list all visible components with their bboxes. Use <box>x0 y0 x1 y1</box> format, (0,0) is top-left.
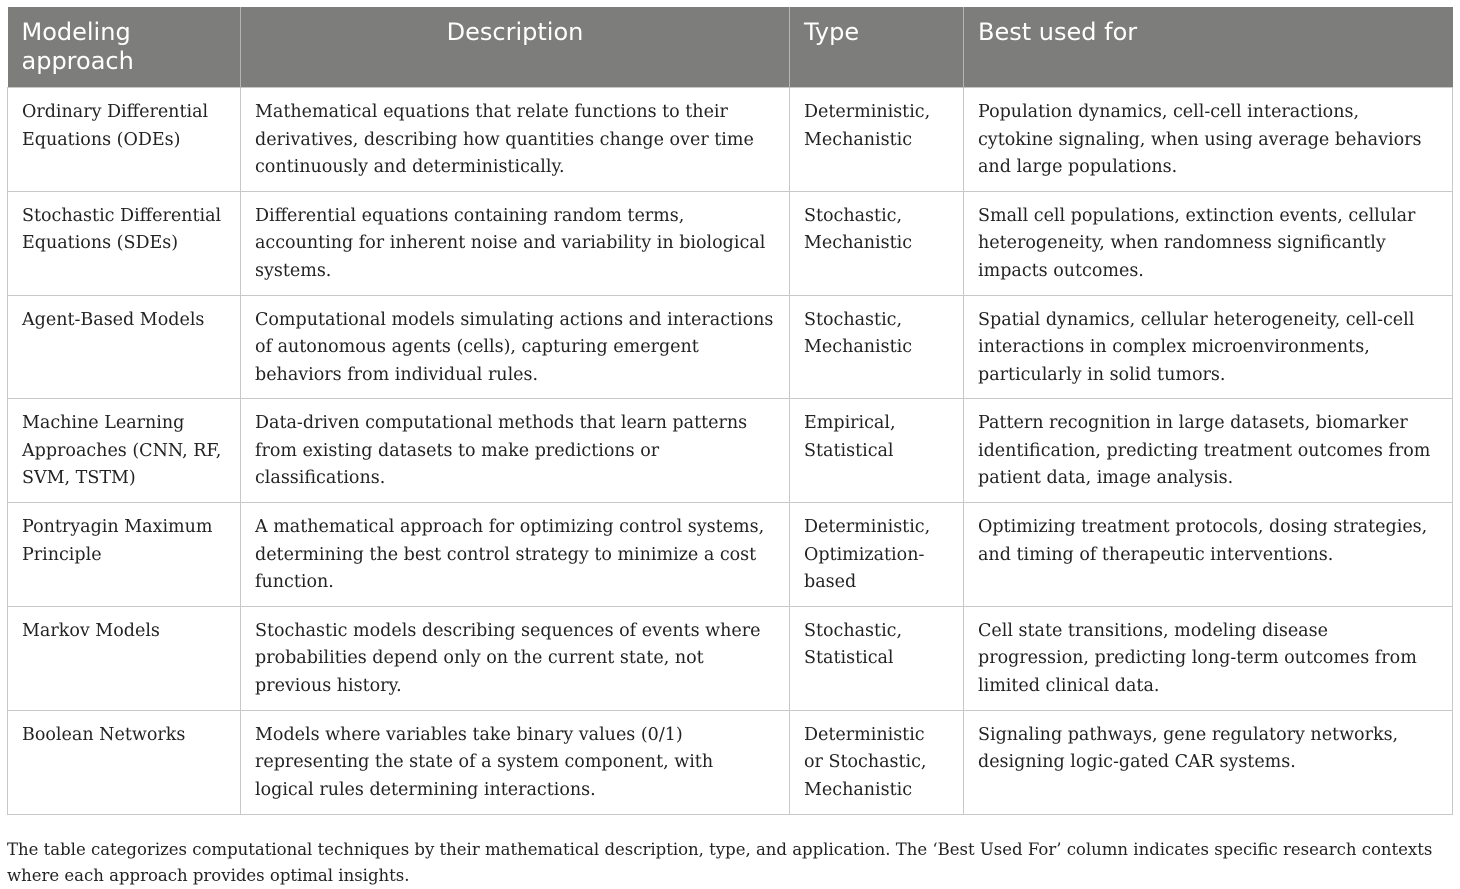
cell-best-used-for: Signaling pathways, gene regulatory networks, designing logic-gated CAR systems. <box>964 710 1453 814</box>
table-row <box>8 191 1453 295</box>
table-row <box>8 399 1453 503</box>
cell-description: Data-driven computational methods that learn patterns from existing datasets to make predictions or classifications. <box>241 399 790 503</box>
cell-type: Deterministic, Optimization-based <box>790 503 964 607</box>
cell-approach: Pontryagin Maximum Principle <box>8 503 241 607</box>
cell-best-used-for: Spatial dynamics, cellular heterogeneity, cell-cell interactions in complex microenvironments, particularly in solid tumors. <box>964 295 1453 399</box>
cell-approach: Machine Learning Approaches (CNN, RF, SVM, TSTM) <box>8 399 241 503</box>
table-footnote: The table categorizes computational techniques by their mathematical description, type, and application. The ‘Best Used For’ column indicates specific research contexts where each approach provides optimal insights. <box>7 839 1433 885</box>
table-header <box>8 7 1453 88</box>
cell-type: Stochastic, Mechanistic <box>790 191 964 295</box>
table-row <box>8 503 1453 607</box>
modeling-approaches-table-wrapper <box>7 7 1452 815</box>
table-row <box>8 710 1453 814</box>
table-row <box>8 295 1453 399</box>
table-row <box>8 88 1453 192</box>
cell-best-used-for: Small cell populations, extinction events, cellular heterogeneity, when randomness significantly impacts outcomes. <box>964 191 1453 295</box>
cell-approach: Ordinary Differential Equations (ODEs) <box>8 88 241 192</box>
modeling-approaches-table <box>7 7 1453 815</box>
cell-approach: Boolean Networks <box>8 710 241 814</box>
cell-description: A mathematical approach for optimizing control systems, determining the best control strategy to minimize a cost function. <box>241 503 790 607</box>
cell-description: Computational models simulating actions and interactions of autonomous agents (cells), capturing emergent behaviors from individual rules. <box>241 295 790 399</box>
cell-description: Differential equations containing random terms, accounting for inherent noise and variability in biological systems. <box>241 191 790 295</box>
cell-approach: Agent-Based Models <box>8 295 241 399</box>
cell-type: Deterministic or Stochastic, Mechanistic <box>790 710 964 814</box>
header-description: Description <box>241 7 790 88</box>
header-best-used-for: Best used for <box>964 7 1453 88</box>
cell-approach: Markov Models <box>8 606 241 710</box>
table-row <box>8 606 1453 710</box>
cell-description: Models where variables take binary values (0/1) representing the state of a system component, with logical rules determining interactions. <box>241 710 790 814</box>
cell-description: Mathematical equations that relate functions to their derivatives, describing how quantities change over time continuously and deterministically. <box>241 88 790 192</box>
cell-type: Empirical, Statistical <box>790 399 964 503</box>
cell-description: Stochastic models describing sequences of events where probabilities depend only on the current state, not previous history. <box>241 606 790 710</box>
header-modeling-approach: Modeling approach <box>8 7 241 88</box>
cell-type: Deterministic, Mechanistic <box>790 88 964 192</box>
cell-best-used-for: Population dynamics, cell-cell interactions, cytokine signaling, when using average behaviors and large populations. <box>964 88 1453 192</box>
cell-type: Stochastic, Mechanistic <box>790 295 964 399</box>
cell-best-used-for: Cell state transitions, modeling disease progression, predicting long-term outcomes from limited clinical data. <box>964 606 1453 710</box>
header-type: Type <box>790 7 964 88</box>
cell-type: Stochastic, Statistical <box>790 606 964 710</box>
header-row <box>8 7 1453 88</box>
table-body <box>8 88 1453 815</box>
cell-best-used-for: Pattern recognition in large datasets, biomarker identification, predicting treatment outcomes from patient data, image analysis. <box>964 399 1453 503</box>
cell-approach: Stochastic Differential Equations (SDEs) <box>8 191 241 295</box>
cell-best-used-for: Optimizing treatment protocols, dosing strategies, and timing of therapeutic interventions. <box>964 503 1453 607</box>
